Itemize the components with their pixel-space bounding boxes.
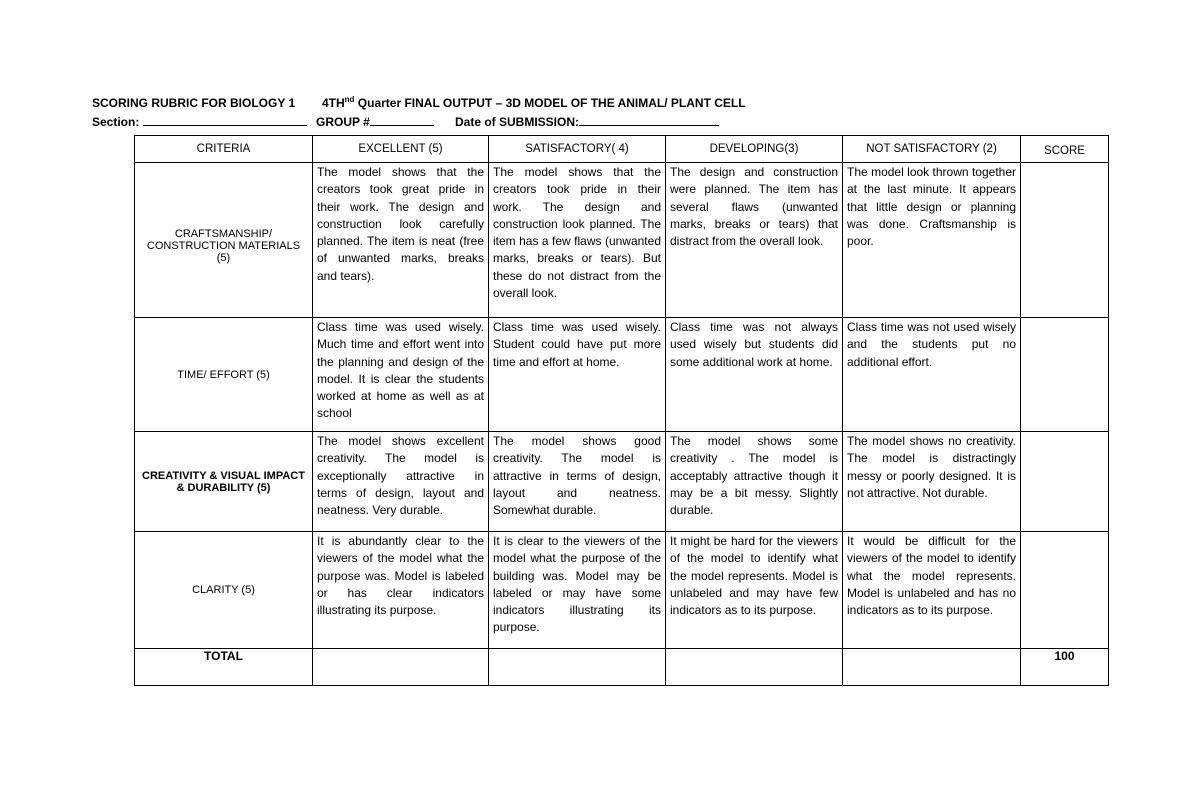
developing-cell: Class time was not always used wisely but students did some additional work at home. — [666, 318, 843, 432]
score-cell[interactable] — [1021, 432, 1109, 532]
score-cell[interactable] — [1021, 163, 1109, 318]
header-score: SCORE — [1021, 136, 1109, 163]
total-empty-cell — [313, 649, 489, 686]
group-field — [316, 114, 434, 129]
satisfactory-cell: It is clear to the viewers of the model what the purpose of the building was. Model may be labeled or may have some indicators illustrating its purpose. — [489, 532, 666, 649]
quarter-prefix: 4TH — [322, 96, 345, 110]
satisfactory-cell: The model shows that the creators took pride in their work. The design and construction look planned. The item has a few flaws (unwanted marks, breaks or tears). But these do not distract from the overall look. — [489, 163, 666, 318]
score-cell[interactable] — [1021, 532, 1109, 649]
quarter-heading — [322, 96, 746, 110]
section-label: Section: — [92, 115, 140, 129]
excellent-cell: The model shows excellent creativity. The model is exceptionally attractive in terms of design, layout and neatness. Very durable. — [313, 432, 489, 532]
header-not-satisfactory: NOT SATISFACTORY (2) — [843, 136, 1021, 163]
section-blank[interactable] — [143, 114, 307, 126]
criteria-line: CLARITY (5) — [192, 584, 255, 596]
excellent-cell: Class time was used wisely. Much time and effort went into the planning and design of the model. It is clear the students worked at home as well as at school — [313, 318, 489, 432]
total-row — [135, 649, 1109, 686]
criteria-line: TIME/ EFFORT (5) — [177, 368, 270, 381]
table-row — [135, 432, 1109, 532]
header-row — [135, 136, 1109, 163]
total-label: TOTAL — [135, 649, 313, 686]
not-satisfactory-cell: Class time was not used wisely and the students put no additional effort. — [843, 318, 1021, 432]
date-label: Date of SUBMISSION: — [455, 115, 580, 129]
table-row — [135, 318, 1109, 432]
rubric-title: SCORING RUBRIC FOR BIOLOGY 1 — [92, 96, 296, 110]
criteria-cell — [135, 318, 313, 432]
total-score: 100 — [1021, 649, 1109, 686]
header-excellent: EXCELLENT (5) — [313, 136, 489, 163]
developing-cell: It might be hard for the viewers of the model to identify what the model represents. Model is unlabeled and may have few indicators as to its purpose. — [666, 532, 843, 649]
criteria-line: (5) — [216, 252, 231, 264]
not-satisfactory-cell: The model look thrown together at the last minute. It appears that little design or planning was done. Craftsmanship is poor. — [843, 163, 1021, 318]
section-field — [92, 114, 307, 129]
header-criteria: CRITERIA — [135, 136, 313, 163]
criteria-cell — [135, 163, 313, 318]
rubric-table — [134, 135, 1109, 686]
date-field — [455, 114, 719, 129]
satisfactory-cell: Class time was used wisely. Student could have put more time and effort at home. — [489, 318, 666, 432]
criteria-cell — [135, 432, 313, 532]
group-label: GROUP # — [316, 115, 370, 129]
criteria-cell — [135, 532, 313, 649]
not-satisfactory-cell: The model shows no creativity. The model is distractingly messy or poorly designed. It is not attractive. Not durable. — [843, 432, 1021, 532]
total-empty-cell — [843, 649, 1021, 686]
developing-cell: The design and construction were planned. The item has several flaws (unwanted marks, breaks or tears) that distract from the overall look. — [666, 163, 843, 318]
developing-cell: The model shows some creativity . The model is acceptably attractive though it may be a bit messy. Slightly durable. — [666, 432, 843, 532]
satisfactory-cell: The model shows good creativity. The model is attractive in terms of design, layout and neatness. Somewhat durable. — [489, 432, 666, 532]
criteria-line: CREATIVITY & VISUAL IMPACT — [142, 469, 305, 482]
header-satisfactory: SATISFACTORY( 4) — [489, 136, 666, 163]
criteria-line: CRAFTSMANSHIP/ — [174, 228, 273, 240]
group-blank[interactable] — [370, 114, 434, 126]
score-cell[interactable] — [1021, 318, 1109, 432]
quarter-title: Quarter FINAL OUTPUT – 3D MODEL OF THE ANIMAL/ PLANT CELL — [354, 96, 746, 110]
header-developing: DEVELOPING(3) — [666, 136, 843, 163]
excellent-cell: It is abundantly clear to the viewers of the model what the purpose was. Model is labeled or has clear indicators illustrating its purpose. — [313, 532, 489, 649]
quarter-superscript: nd — [344, 95, 355, 104]
total-empty-cell — [489, 649, 666, 686]
table-row — [135, 163, 1109, 318]
not-satisfactory-cell: It would be difficult for the viewers of the model to identify what the model represents. Model is unlabeled and has no indicators as to its purpose. — [843, 532, 1021, 649]
date-blank[interactable] — [579, 114, 719, 126]
table-row — [135, 532, 1109, 649]
excellent-cell: The model shows that the creators took great pride in their work. The design and construction look carefully planned. The item is neat (free of unwanted marks, breaks and tears). — [313, 163, 489, 318]
criteria-line: CONSTRUCTION MATERIALS — [146, 240, 301, 252]
total-empty-cell — [666, 649, 843, 686]
criteria-line: & DURABILITY (5) — [176, 481, 271, 494]
